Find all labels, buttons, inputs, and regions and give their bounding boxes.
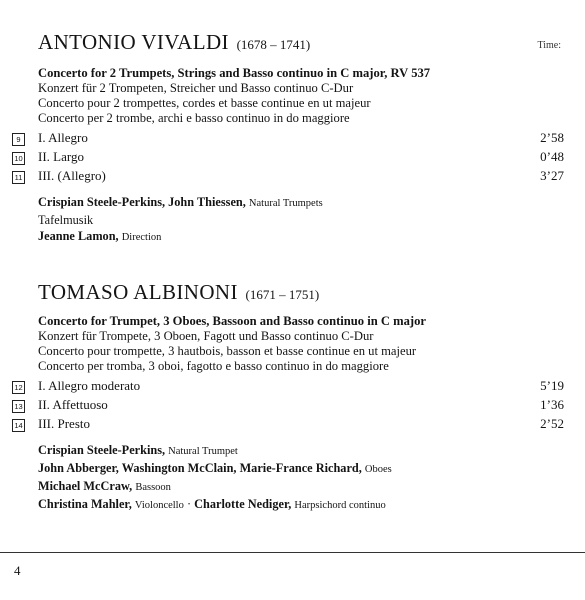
track-row — [0, 397, 585, 416]
credit-line — [38, 460, 392, 478]
composer-dates: (1678 – 1741) — [236, 37, 311, 52]
track-number-box: 12 — [12, 381, 25, 394]
work-title: Concerto for 2 Trumpets, Strings and Basso continuo in C major, RV 537 — [38, 66, 431, 80]
track-duration: 2’58 — [540, 130, 564, 145]
credit-line — [38, 496, 392, 514]
work-title-italian: Concerto per tromba, 3 oboi, fagotto e basso continuo in do maggiore — [38, 359, 389, 373]
track-row — [0, 416, 585, 435]
performer-name: Michael McCraw, — [38, 479, 133, 493]
work-title-french: Concerto pour 2 trompettes, cordes et basse continue en ut majeur — [38, 96, 371, 110]
track-number-box: 11 — [12, 171, 25, 184]
performer-role: Oboes — [364, 464, 392, 475]
work-title-german: Konzert für Trompete, 3 Oboen, Fagott und Basso continuo C-Dur — [38, 329, 374, 343]
composer-heading-albinoni — [38, 280, 319, 305]
performer-name: Charlotte Nediger, — [194, 497, 292, 511]
track-row — [0, 378, 585, 397]
track-row — [0, 149, 585, 168]
separator-dot: · — [186, 497, 192, 511]
director-role: Direction — [121, 232, 162, 243]
footer-divider — [0, 552, 585, 553]
credit-line — [38, 194, 323, 212]
performer-names: John Abberger, Washington McClain, Marie-France Richard, — [38, 461, 362, 475]
track-number-box: 13 — [12, 400, 25, 413]
work-block-vivaldi — [38, 66, 430, 126]
credit-line — [38, 478, 392, 496]
work-title-german: Konzert für 2 Trompeten, Streicher und Basso continuo C-Dur — [38, 81, 354, 95]
performer-role: Natural Trumpets — [248, 198, 323, 209]
track-duration: 0’48 — [540, 149, 564, 164]
performer-role: Harpsichord continuo — [294, 500, 386, 511]
ensemble-name: Tafelmusik — [38, 213, 94, 227]
track-duration: 5’19 — [540, 378, 564, 393]
work-title: Concerto for Trumpet, 3 Oboes, Bassoon and Basso continuo in C major — [38, 314, 426, 328]
work-block-albinoni — [38, 314, 426, 374]
track-number-box: 10 — [12, 152, 25, 165]
track-duration: 2’52 — [540, 416, 564, 431]
track-title: II. Largo — [38, 149, 84, 164]
credit-line — [38, 442, 392, 460]
track-title: I. Allegro moderato — [38, 378, 141, 393]
composer-name: ANTONIO VIVALDI — [38, 30, 229, 54]
track-row — [0, 168, 585, 187]
performer-credits-vivaldi — [38, 194, 323, 246]
track-title: III. Presto — [38, 416, 90, 431]
track-row — [0, 130, 585, 149]
track-title: I. Allegro — [38, 130, 88, 145]
performer-credits-albinoni — [38, 442, 392, 514]
track-duration: 3’27 — [540, 168, 564, 183]
performer-names: Crispian Steele-Perkins, John Thiessen, — [38, 195, 246, 209]
time-column-label: Time: — [537, 40, 561, 51]
track-title: III. (Allegro) — [38, 168, 106, 183]
track-duration: 1’36 — [540, 397, 564, 412]
performer-role: Bassoon — [135, 482, 171, 493]
work-title-italian: Concerto per 2 trombe, archi e basso continuo in do maggiore — [38, 111, 350, 125]
composer-heading-vivaldi — [38, 30, 310, 55]
track-title: II. Affettuoso — [38, 397, 108, 412]
performer-role: Violoncello — [134, 500, 184, 511]
track-number-box: 14 — [12, 419, 25, 432]
work-title-french: Concerto pour trompette, 3 hautbois, basson et basse continue en ut majeur — [38, 344, 417, 358]
credit-line — [38, 228, 323, 246]
page-number: 4 — [14, 563, 21, 578]
composer-name: TOMASO ALBINONI — [38, 280, 238, 304]
performer-name: Crispian Steele-Perkins, — [38, 443, 166, 457]
director-name: Jeanne Lamon, — [38, 229, 119, 243]
track-number-box: 9 — [12, 133, 25, 146]
performer-role: Natural Trumpet — [168, 446, 238, 457]
composer-dates: (1671 – 1751) — [245, 287, 320, 302]
performer-name: Christina Mahler, — [38, 497, 132, 511]
